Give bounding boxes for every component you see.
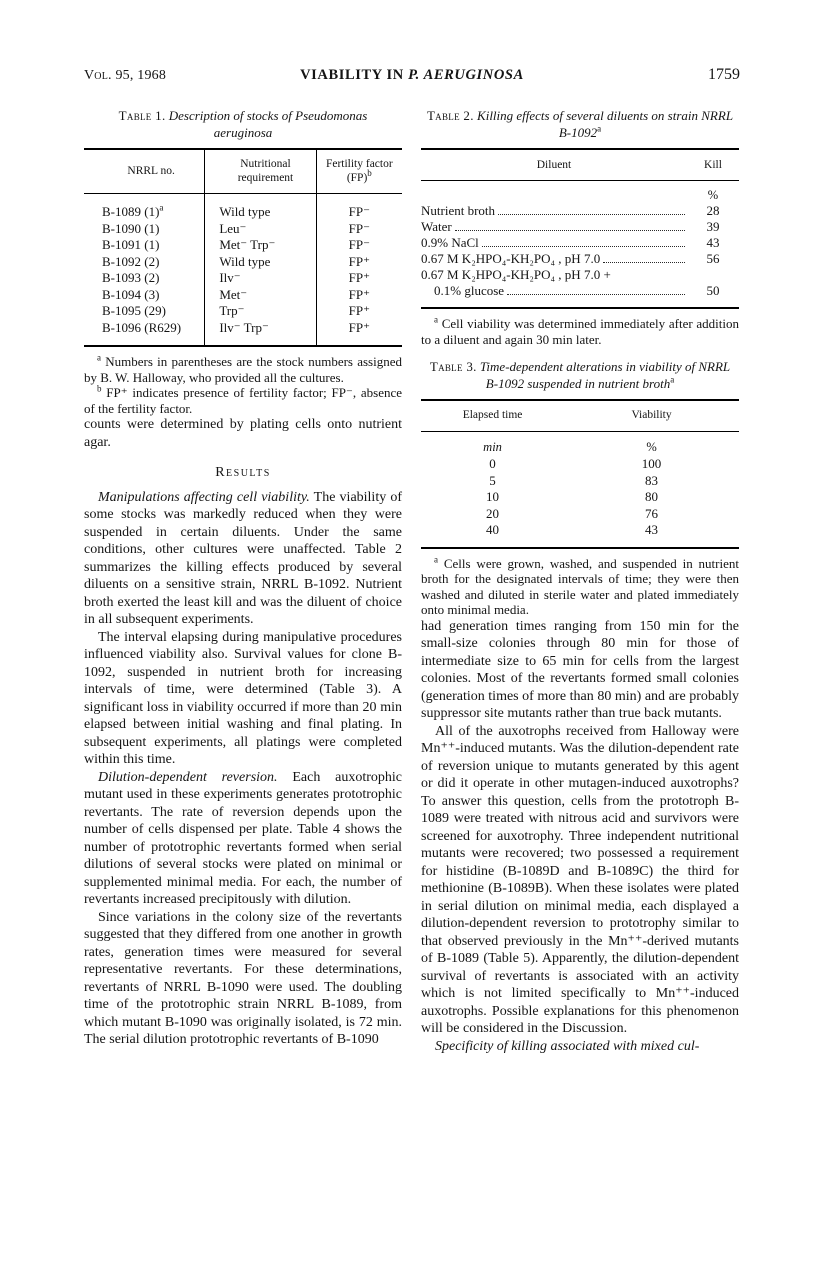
unit-row: % [707,188,719,202]
table-row: B-1095 (29) Trp⁻ FP⁺ [84,303,402,320]
table-3 [421,359,739,618]
col-header-diluent: Diluent [536,159,572,171]
table-row: B-1091 (1) Met⁻ Trp⁻ FP⁻ [84,237,402,254]
table-header-row [421,150,739,181]
col-header-viability: Viability [564,400,739,431]
volume-info: Vol. 95, 1968 [84,68,167,83]
table-row: B-1094 (3) Met⁻ FP⁺ [84,286,402,303]
body-paragraph-6: All of the auxotrophs received from Halloway were Mn⁺⁺-induced mutants. Was the dilution-dependent rate of reversion unique to mutants generated by this agent or did it operate in other mutagen-induced auxotrophs? To answer this question, cells from the prototroph B-1089 were treated with nitrous acid and survivors were screened for auxotrophy. Three independent nutritional mutants were recovered; two possessed a requirement for histidine (B-1089D and B-1089C) the third for methionine (B-1089B). When these isolates were plated in serial dilution on minimal media, each displayed a dilution-dependent reversion to prototrophy similar to that observed previously in the Mn⁺⁺-derived mutants of B-1089 (Table 5). Apparently, the dilution-dependent survival of revertants is associated with an activity which is not limited specifically to Mn⁺⁺-induced auxotrophs. Possible explanations for this phenomenon will be considered in the Discussion. [421,723,739,1036]
diluent-row: 0.9% NaCl 43 [421,235,720,250]
col-header-requirement: Nutritional requirement [205,149,316,194]
table-row: B-1090 (1) Leu⁻ FP⁻ [84,220,402,237]
running-title-italic: P. AERUGINOSA [408,67,524,83]
table-header-row [421,400,739,431]
body-paragraph-2: The interval elapsing during manipulative procedures influenced viability also. Survival values for clone B-1092, suspended in nutrient broth for increasing intervals of time, were determined (Table 3). A significant loss in viability occurred if more than 20 min elapsed between initial washing and final plating. In subsequent experiments, all platings were completed within this time. [84,629,402,767]
two-column-layout [84,108,740,1055]
body-paragraph-4: Since variations in the colony size of the revertants suggested that they differed from one another in growth rates, generation times were measured for several representative revertants. For these determinations, revertants of NRRL B-1090 were used. The doubling time of the prototrophic strain NRRL B-1089, from which mutant B-1090 was originally isolated, is 72 min. The serial dilution prototrophic revertants of B-1090 [84,909,402,1047]
table-row: 10 80 [486,489,659,504]
table-2 [421,108,739,347]
table-1-caption-text: Description of stocks of Pseudomonas aeruginosa [168,108,368,140]
table-row: B-1096 (R629) Ilv⁻ Trp⁻ FP⁺ [84,319,402,346]
body-paragraph-5: had generation times ranging from 150 min for the small-size colonies through 80 min for those of intermediate size to 65 min for cells from the largest colonies. Most of the revertants formed small colonies (generation times of more than 80 min) and are probably suppressor site mutants rather than true back mutants. [421,618,739,721]
footnote-a: $^a$ Numbers in parentheses are the stock numbers assigned by B. W. Halloway, who provided all the cultures. [84,352,402,385]
diluent-row-line2: 0.1% glucose 50 [434,283,720,298]
table-1-footnotes [84,354,402,416]
running-title [244,67,580,84]
footnote-a: $^a$ Cell viability was determined immediately after addition to a diluent and again 30 min later. [421,314,739,347]
table-row: B-1089 $(1)^a$ Wild type FP⁻ [84,194,402,221]
table-1 [84,108,402,416]
col-header-kill: Kill [704,159,722,171]
table-1-caption [88,108,398,141]
page-number: 1759 [708,66,740,83]
footnote-a: $^a$ Cells were grown, washed, and suspended in nutrient broth for the designated intervals of time; they were then washed and diluted in sterile water and plated immediately onto minimal media. [421,554,739,617]
body-paragraph-counts: counts were determined by plating cells onto nutrient agar. [84,417,402,450]
table-header-row [84,149,402,194]
col-header-nrrl: NRRL no. [84,149,205,194]
paragraph-lead-italic: Dilution-dependent reversion. [98,769,278,785]
table-3-grid [421,399,739,549]
diluent-row: Nutrient broth 28 [421,203,720,218]
body-paragraph-3: Dilution-dependent reversion. Each auxotrophic mutant used in these experiments generates prototrophic revertants. The rate of reversion depends upon the number of cells dispensed per plate. Table 4 shows the number of prototrophic revertants formed when serial dilutions of several stocks were plated on minimal or supplemented minimal media. For each, the number of revertants increased precipitously with dilution. [84,769,402,907]
left-column [84,108,402,1055]
table-row: 5 83 [489,472,659,488]
table-row: B-1093 (2) Ilv⁻ FP⁺ [84,270,402,287]
body-paragraph-1: Manipulations affecting cell viability. The viability of some stocks was markedly reduced when they were suspended in certain diluents. Under the same conditions, other cultures were unaffected. Table 2 summarizes the killing effects produced by several diluents on a sensitive strain, NRRL B-1092. Nutrient broth exerted the least kill and was the diluent of choice in all subsequent experiments. [84,489,402,627]
table-3-caption-text: Time-dependent alterations in viability of NRRL B-1092 suspended in nutrient broth [479,359,731,391]
table-row: 0 100 [489,456,662,471]
col-header-elapsed-time: Elapsed time [421,400,564,431]
col-header-fertility: Fertility factor (FP)$^b$ [316,149,402,194]
table-3-label: Table 3. [429,359,477,374]
table-2-label: Table 2. [426,108,474,123]
table-3-footnote [421,556,739,618]
table-3-caption: Table 3. Time-dependent alterations in viability of NRRL B-1092 suspended in nutrient broth$^a$ [429,359,731,391]
diluent-row-line1: 0.67 M K₂HPO₄-KH₂PO₄ , pH 7.0 + [421,267,611,282]
right-column [421,108,739,1055]
table-2-grid [421,148,739,309]
paragraph-lead-italic: Manipulations affecting cell viability. [98,489,310,505]
diluent-row: Water 39 [421,219,720,234]
table-2-footnote [421,316,739,347]
running-title-roman: VIABILITY IN [300,67,409,83]
table-row: 20 76 [486,505,659,521]
table-row: B-1092 (2) Wild type FP⁺ [84,253,402,270]
unit-row: min % [483,439,657,454]
results-heading: Results [215,465,271,480]
body-paragraph-7 [421,1038,739,1056]
table-2-caption: Table 2. Killing effects of several diluents on strain NRRL B-1092$^a$ [426,108,734,140]
table-2-caption-text: Killing effects of several diluents on strain NRRL B-1092 [477,108,734,140]
footnote-b: $^b$ FP⁺ indicates presence of fertility factor; FP⁻, absence of the fertility factor. [84,383,403,416]
table-1-label: Table 1. [118,108,166,123]
paragraph-lead-italic: Specificity of killing associated with mixed cul- [435,1038,700,1054]
table-1-grid [84,148,402,347]
table-row: 40 43 [486,522,659,537]
running-header [84,66,740,84]
diluent-row: 0.67 M K₂HPO₄-KH₂PO₄ , pH 7.0 56 [421,251,720,266]
